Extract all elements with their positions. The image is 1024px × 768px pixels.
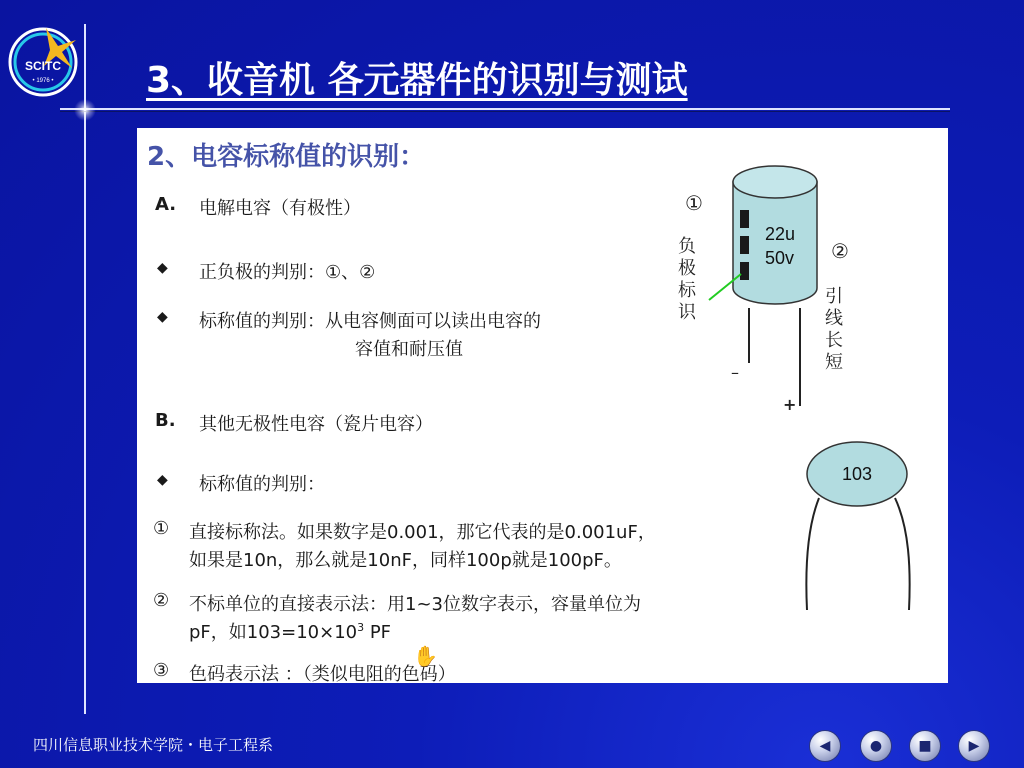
item2-number: ②	[153, 590, 170, 611]
capacitor-top	[733, 166, 817, 198]
arrow-right-icon[interactable]: ▶	[958, 730, 990, 762]
footer-text: 四川信息职业技术学院・电子工程系	[33, 736, 274, 754]
negative-stripe	[740, 236, 749, 254]
hand-cursor-icon: ✋	[413, 644, 438, 668]
marker-1: ①	[685, 191, 703, 215]
logo-year: • 1976 •	[32, 78, 54, 84]
section-b-text: 其他无极性电容（瓷片电容）	[199, 414, 433, 435]
item2-exponent: 3	[357, 621, 365, 634]
ceramic-lead-right	[895, 498, 910, 610]
college-logo	[6, 20, 80, 100]
item2-line2	[189, 618, 391, 644]
item1-line2: 如果是10n，那么就是10nF，同样100p就是100pF。	[189, 550, 622, 571]
marker-2: ②	[831, 239, 849, 263]
item3-number: ③	[153, 660, 170, 681]
electrolytic-capacitor-diagram	[667, 158, 948, 418]
section-b-marker: B.	[155, 410, 176, 431]
item2-line1: 不标单位的直接表示法：用1~3位数字表示，容量单位为	[189, 594, 641, 615]
bullet-nominal-line2: 容值和耐压值	[355, 339, 463, 360]
bullet-icon: ◆	[157, 260, 168, 276]
lead-length-label: 引线长短	[825, 286, 843, 373]
vertical-divider	[84, 24, 86, 714]
bullet-nominal-b: 标称值的判别：	[199, 474, 325, 495]
item1-line1: 直接标称法。如果数字是0.001，那它代表的是0.001uF，	[189, 522, 656, 543]
negative-stripe	[740, 262, 749, 280]
item2-line2-unit: PF	[364, 622, 392, 643]
bullet-icon: ◆	[157, 472, 168, 488]
section-a-marker: A.	[155, 194, 177, 215]
item3-line: 色码表示法 ：（类似电阻的色码）	[189, 664, 456, 683]
horizontal-divider	[60, 108, 950, 110]
section-a-text: 电解电容（有极性）	[199, 198, 361, 219]
capacitor-voltage: 50v	[765, 248, 795, 268]
arrow-left-icon[interactable]: ◀	[809, 730, 841, 762]
ceramic-capacitor-diagram	[797, 438, 947, 618]
divider-glow	[74, 99, 96, 121]
bullet-polarity: 正负极的判别：①、②	[199, 262, 376, 283]
bullet-nominal-line1: 标称值的判别：从电容侧面可以读出电容的	[199, 311, 541, 332]
horizontal-divider-shadow	[60, 111, 950, 112]
bullet-icon: ◆	[157, 309, 168, 325]
square-icon[interactable]: ■	[909, 730, 941, 762]
circle-icon[interactable]: ●	[860, 730, 892, 762]
item1-number: ①	[153, 518, 170, 539]
plus-sign: +	[783, 395, 797, 414]
item2-line2-text: pF，如103=10×10	[189, 622, 358, 643]
negative-mark-label: 负极标识	[678, 236, 696, 323]
content-panel	[137, 128, 948, 683]
logo-text: SCITC	[25, 59, 61, 73]
slide-title: 3、收音机 各元器件的识别与测试	[146, 60, 688, 101]
section-heading: 2、电容标称值的识别：	[147, 142, 426, 172]
ceramic-lead-left	[806, 498, 819, 610]
negative-stripe	[740, 210, 749, 228]
ceramic-value: 103	[841, 464, 873, 484]
capacitor-value: 22u	[765, 224, 796, 244]
minus-sign: –	[731, 363, 739, 382]
